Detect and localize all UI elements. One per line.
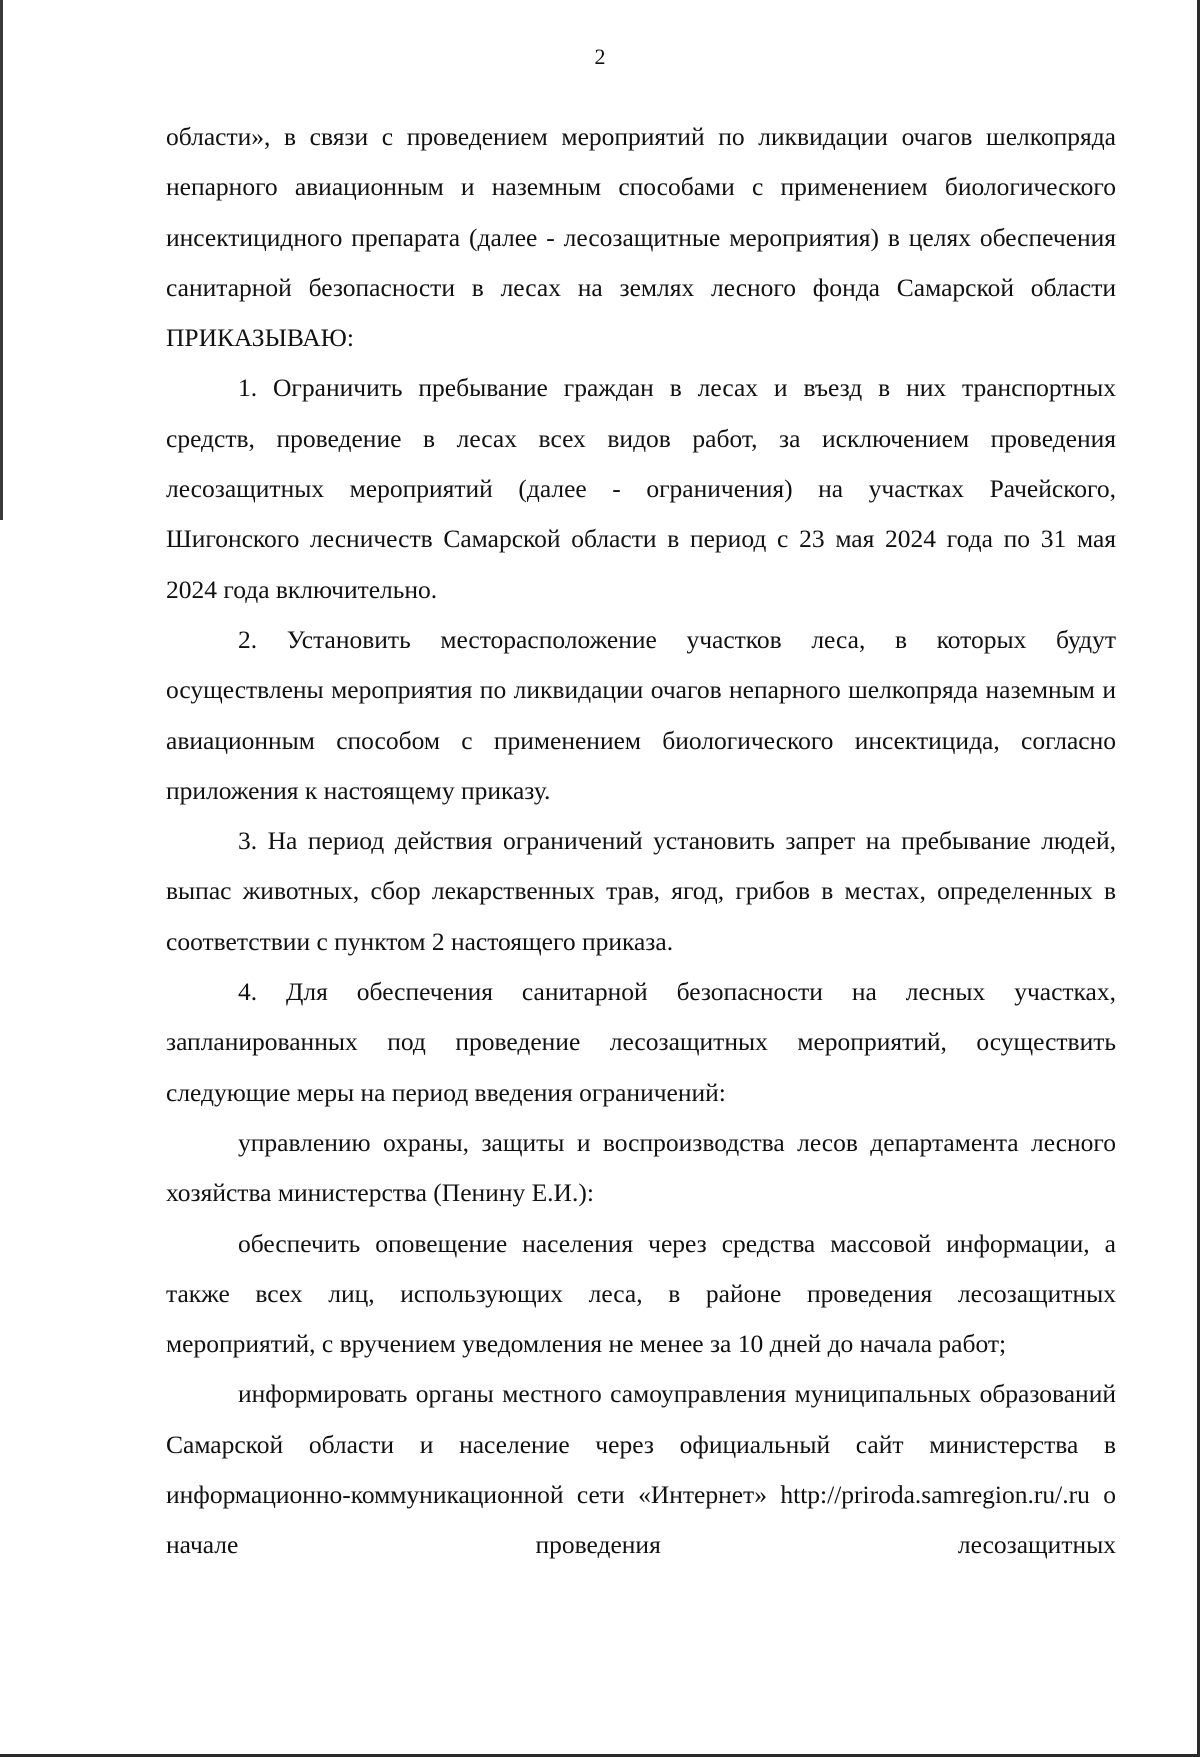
paragraph-preamble: области», в связи с проведением мероприятий по ликвидации очагов шелкопряда непарного авиационным и наземным способами с применением биологического инсектицидного препарата (далее - лесозащитные мероприятия) в целях обеспечения санитарной безопасности в лесах на землях лесного фонда Самарской области ПРИКАЗЫВАЮ:	[166, 122, 1116, 353]
document-body	[166, 112, 1116, 1571]
paragraph-inform-authorities: информировать органы местного самоуправления муниципальных образований Самарской области и население через официальный сайт министерства в информационно-коммуникационной сети «Интернет» http://priroda.samregion.ru/.ru о начале проведения лесозащитных	[166, 1379, 1116, 1560]
paragraph-item-3: 3. На период действия ограничений установить запрет на пребывание людей, выпас животных, сбор лекарственных трав, ягод, грибов в местах, определенных в соответствии с пунктом 2 настоящего приказа.	[166, 826, 1116, 956]
page-number: 2	[594, 44, 606, 69]
paragraph-item-1: 1. Ограничить пребывание граждан в лесах и въезд в них транспортных средств, проведение в лесах всех видов работ, за исключением проведения лесозащитных мероприятий (далее - ограничения) на участках Рачейского, Шигонского лесничеств Самарской области в период с 23 мая 2024 года по 31 мая 2024 года включительно.	[166, 373, 1116, 604]
scan-border-left	[0, 0, 3, 520]
paragraph-notify-population: обеспечить оповещение населения через средства массовой информации, а также всех лиц, использующих леса, в районе проведения лесозащитных мероприятий, с вручением уведомления не менее за 10 дней до начала работ;	[166, 1228, 1116, 1359]
paragraph-department: управлению охраны, защиты и воспроизводства лесов департамента лесного хозяйства министерства (Пенину Е.И.):	[166, 1127, 1116, 1208]
paragraph-item-4: 4. Для обеспечения санитарной безопасности на лесных участках, запланированных под проведение лесозащитных мероприятий, осуществить следующие меры на период введения ограничений:	[166, 977, 1116, 1107]
paragraph-item-2: 2. Установить месторасположение участков леса, в которых будут осуществлены мероприятия по ликвидации очагов непарного шелкопряда наземным и авиационным способом с применением биологического инсектицида, согласно приложения к настоящему приказу.	[166, 624, 1116, 805]
